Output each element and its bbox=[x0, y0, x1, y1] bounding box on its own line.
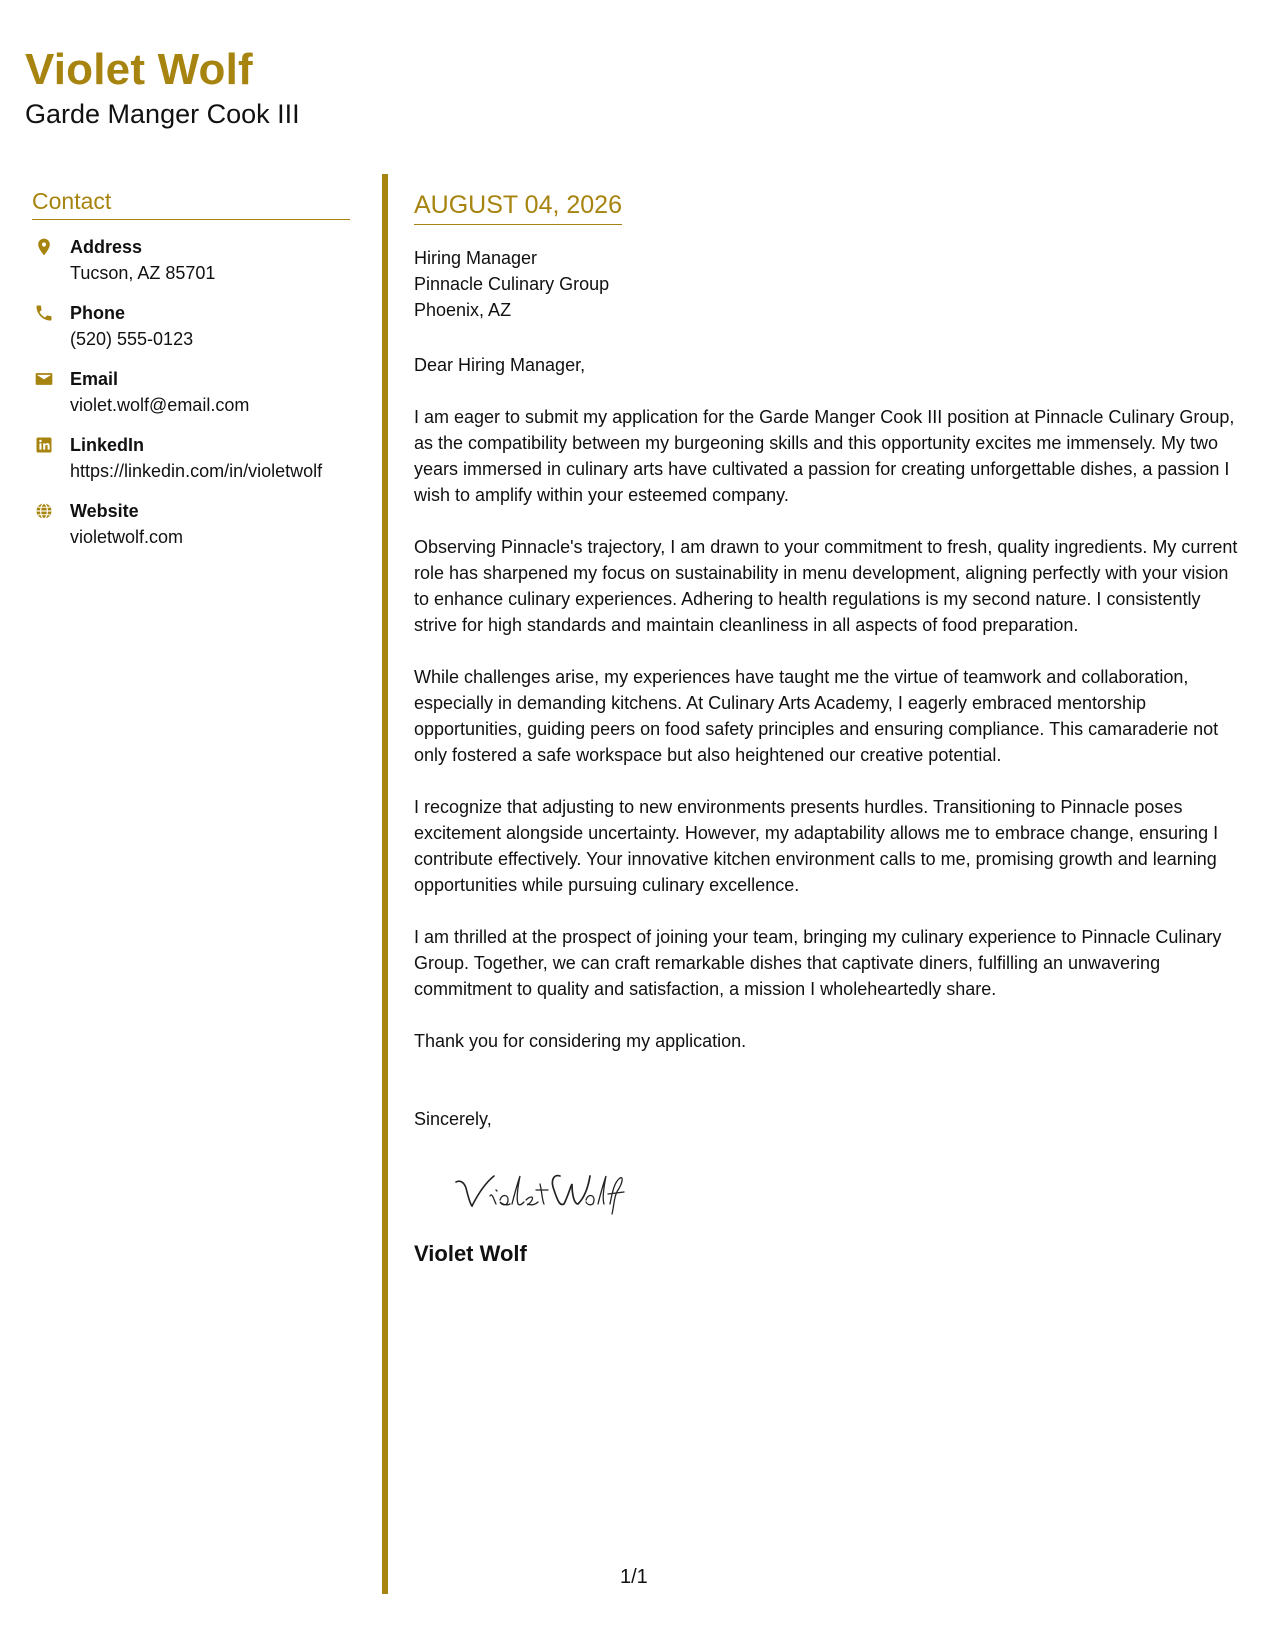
map-pin-icon bbox=[34, 237, 54, 257]
letter-paragraph: Thank you for considering my application. bbox=[414, 1031, 747, 1051]
letter-date: AUGUST 04, 2026 bbox=[414, 190, 622, 225]
closing: Sincerely, bbox=[414, 1109, 492, 1129]
recipient-line: Phoenix, AZ bbox=[414, 300, 512, 320]
contact-value-email[interactable]: violet.wolf@email.com bbox=[70, 395, 250, 415]
contact-item-email bbox=[32, 366, 350, 418]
contact-sidebar bbox=[32, 188, 350, 550]
contact-value-website[interactable]: violetwolf.com bbox=[70, 527, 184, 547]
contact-label-linkedin: LinkedIn bbox=[70, 435, 145, 455]
contact-heading: Contact bbox=[32, 188, 350, 220]
salutation: Dear Hiring Manager, bbox=[414, 355, 586, 375]
candidate-name: Violet Wolf bbox=[25, 45, 253, 94]
letter-paragraph: Observing Pinnacle's trajectory, I am drawn to your commitment to fresh, quality ingredients. My current role has sharpened my focus on sustainability in menu development, aligning perfectly with your vision to enhance culinary experiences. Adhering to health regulations is my second nature. I consistently strive for high standards and maintain cleanliness in all aspects of food preparation. bbox=[414, 537, 1238, 635]
contact-value-address: Tucson, AZ 85701 bbox=[70, 263, 216, 283]
job-title: Garde Manger Cook III bbox=[25, 99, 300, 129]
recipient-block bbox=[414, 245, 1244, 323]
signer-name: Violet Wolf bbox=[414, 1241, 527, 1266]
contact-value-linkedin[interactable]: https://linkedin.com/in/violetwolf bbox=[70, 461, 323, 481]
contact-label-email: Email bbox=[70, 369, 119, 389]
contact-value-phone: (520) 555-0123 bbox=[70, 329, 194, 349]
contact-label-address: Address bbox=[70, 237, 143, 257]
letter-paragraph: I am eager to submit my application for the Garde Manger Cook III position at Pinnacle Culinary Group, as the compatibility between my burgeoning skills and this opportunity excites me immensely. My two years immersed in culinary arts have cultivated a passion for creating unforgettable dishes, a passion I wish to amplify within your esteemed company. bbox=[414, 407, 1235, 505]
envelope-icon bbox=[34, 369, 54, 389]
contact-label-website: Website bbox=[70, 501, 139, 521]
contact-item-address bbox=[32, 234, 350, 286]
letter-paragraph: While challenges arise, my experiences have taught me the virtue of teamwork and collaboration, especially in demanding kitchens. At Culinary Arts Academy, I eagerly embraced mentorship opportunities, guiding peers on food safety principles and ensuring compliance. This camaraderie not only fostered a safe workspace but also heightened our creative potential. bbox=[414, 667, 1219, 765]
contact-item-website bbox=[32, 498, 350, 550]
contact-item-phone bbox=[32, 300, 350, 352]
recipient-line: Hiring Manager bbox=[414, 248, 538, 268]
vertical-divider bbox=[382, 174, 388, 1594]
handwritten-signature bbox=[450, 1160, 650, 1220]
letter-paragraph: I recognize that adjusting to new environments presents hurdles. Transitioning to Pinnacle poses excitement alongside uncertainty. However, my adaptability allows me to embrace change, ensuring I contribute effectively. Your innovative kitchen environment calls to me, promising growth and learning opportunities while pursuing culinary excellence. bbox=[414, 797, 1219, 895]
letter-paragraph: I am thrilled at the prospect of joining your team, bringing my culinary experience to Pinnacle Culinary Group. Together, we can craft remarkable dishes that captivate diners, fulfilling an unwavering commitment to quality and satisfaction, a mission I wholeheartedly share. bbox=[414, 927, 1222, 999]
letter-body bbox=[414, 190, 1244, 1267]
contact-label-phone: Phone bbox=[70, 303, 126, 323]
phone-icon bbox=[34, 303, 54, 323]
linkedin-icon bbox=[34, 435, 54, 455]
recipient-line: Pinnacle Culinary Group bbox=[414, 274, 610, 294]
globe-icon bbox=[34, 501, 54, 521]
page-number: 1/1 bbox=[620, 1566, 648, 1588]
contact-item-linkedin bbox=[32, 432, 350, 484]
